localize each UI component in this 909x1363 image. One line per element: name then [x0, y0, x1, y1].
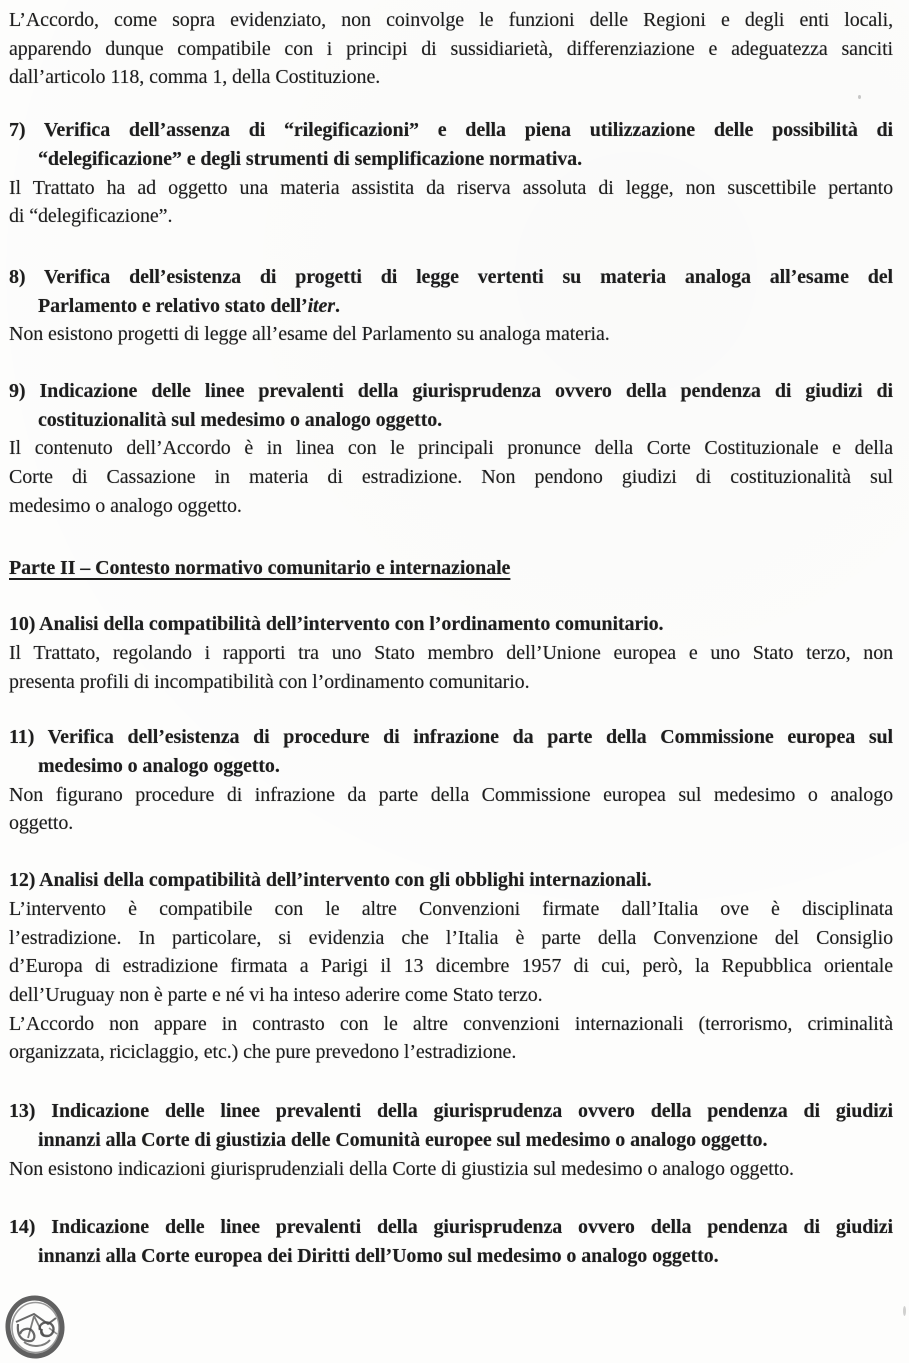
text-line: Il contenuto dell’Accordo è in linea con le principali pronunce della Corte Costituzionale e della: [9, 437, 893, 460]
text-line: 13) Indicazione delle linee prevalenti della giurisprudenza ovvero della pendenza di giudizi: [9, 1100, 893, 1123]
text-line: innanzi alla Corte di giustizia delle Comunità europee sul medesimo o analogo oggetto.: [38, 1128, 768, 1151]
heading-item-8: [9, 263, 893, 320]
text-line: Il Trattato ha ad oggetto una materia assistita da riserva assoluta di legge, non suscettibile pertanto: [9, 176, 893, 199]
text-line: Non figurano procedure di infrazione da parte della Commissione europea sul medesimo o analogo: [9, 783, 893, 806]
heading-item-12: [9, 866, 893, 895]
text-line: L’intervento è compatibile con le altre Convenzioni firmate dall’Italia ove è disciplinata: [9, 897, 893, 920]
paragraph-item-10: [9, 639, 893, 696]
paragraph-item-11: [9, 781, 893, 838]
scan-speck: [903, 1306, 906, 1316]
text-line: L’Accordo non appare in contrasto con le altre convenzioni internazionali (terrorismo, criminalità: [9, 1012, 893, 1035]
text-line: Corte di Cassazione in materia di estradizione. Non pendono giudizi di costituzionalità sul: [9, 466, 893, 489]
text-line: costituzionalità sul medesimo o analogo oggetto.: [38, 408, 443, 431]
text-line: “delegificazione” e degli strumenti di semplificazione normativa.: [38, 147, 582, 170]
heading-item-13: [9, 1097, 893, 1154]
paragraph-item-8: [9, 320, 893, 349]
text-line: di “delegificazione”.: [9, 205, 173, 228]
text-line: 9) Indicazione delle linee prevalenti della giurisprudenza ovvero della pendenza di giudizi di: [9, 380, 893, 403]
paragraph-item-13: [9, 1155, 893, 1184]
text-line: medesimo o analogo oggetto.: [9, 494, 242, 517]
document-text: [9, 6, 893, 1271]
text-line: 11) Verifica dell’esistenza di procedure di infrazione da parte della Commissione europea sul: [9, 726, 893, 749]
paragraph-item-9: [9, 434, 893, 520]
paragraph-item-7: [9, 174, 893, 231]
text-line: L’Accordo, come sopra evidenziato, non coinvolge le funzioni delle Regioni e degli enti locali,: [9, 9, 893, 31]
section-title-parte-2: [9, 554, 893, 583]
section-title-text: Parte II – Contesto normativo comunitario e internazionale: [9, 556, 511, 579]
text-line: organizzata, riciclaggio, etc.) che pure prevedono l’estradizione.: [9, 1041, 517, 1064]
text-line: Non esistono progetti di legge all’esame del Parlamento su analoga materia.: [9, 323, 610, 346]
text-line: Parlamento e relativo stato dell’iter.: [38, 294, 340, 317]
text-line: d’Europa di estradizione firmata a Parigi il 13 dicembre 1957 di cui, però, la Repubblica orientale: [9, 955, 893, 978]
stamp-seal-icon: [4, 1294, 68, 1362]
text-line: apparendo dunque compatibile con i principi di sussidiarietà, differenziazione e adeguatezza sanciti: [9, 37, 893, 60]
paragraph-regioni: [9, 6, 893, 92]
heading-item-11: [9, 723, 893, 780]
text-line: l’estradizione. In particolare, si evidenzia che l’Italia è parte della Convenzione del Consiglio: [9, 926, 893, 949]
heading-item-10: [9, 610, 893, 639]
text-line: 14) Indicazione delle linee prevalenti della giurisprudenza ovvero della pendenza di giudizi: [9, 1216, 893, 1239]
text-line: 8) Verifica dell’esistenza di progetti di legge vertenti su materia analoga all’esame del: [9, 265, 893, 288]
heading-item-14: [9, 1213, 893, 1270]
text-line: medesimo o analogo oggetto.: [38, 755, 280, 778]
heading-item-9: [9, 377, 893, 434]
text-line: Il Trattato, regolando i rapporti tra uno Stato membro dell’Unione europea e uno Stato terzo, non: [9, 641, 893, 664]
text-line: oggetto.: [9, 812, 74, 835]
paragraph-item-12b: [9, 1010, 893, 1067]
paragraph-item-12a: [9, 895, 893, 1010]
text-line: innanzi alla Corte europea dei Diritti dell’Uomo sul medesimo o analogo oggetto.: [38, 1244, 719, 1267]
text-line: Non esistono indicazioni giurisprudenziali della Corte di giustizia sul medesimo o analogo oggetto.: [9, 1157, 794, 1180]
text-line: dall’articolo 118, comma 1, della Costituzione.: [9, 66, 381, 89]
text-line: presenta profili di incompatibilità con l’ordinamento comunitario.: [9, 670, 530, 693]
text-line: 7) Verifica dell’assenza di “rilegificazioni” e della piena utilizzazione delle possibilità di: [9, 119, 893, 142]
text-line: dell’Uruguay non è parte e né vi ha inteso aderire come Stato terzo.: [9, 983, 543, 1006]
text-line: 12) Analisi della compatibilità dell’intervento con gli obblighi internazionali.: [9, 869, 652, 892]
scan-speck: [858, 95, 861, 99]
heading-item-7: [9, 116, 893, 173]
text-line: 10) Analisi della compatibilità dell’intervento con l’ordinamento comunitario.: [9, 613, 664, 636]
scan-speck: [756, 448, 759, 451]
